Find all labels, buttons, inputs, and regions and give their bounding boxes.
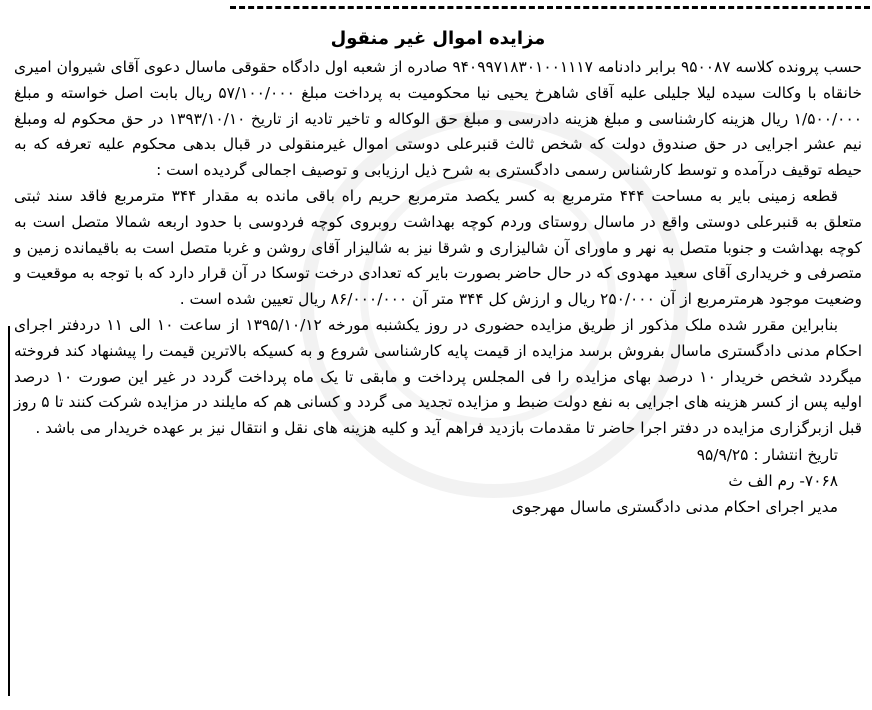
paragraph-case: حسب پرونده کلاسه ۹۵۰۰۸۷ برابر دادنامه ۹۴۰۹۹۷۱۸۳۰۱۰۰۱۱۱۷ صادره از شعبه اول دادگاه حقوقی ماسال دعوی آقای شیروان امیری خانقاه با وکالت سیده لیلا جلیلی علیه آقای شاهرخ یحیی نیا محکومیت به پرداخت مبلغ ۵۷/۱۰۰/۰۰۰ ریال بابت اصل خواسته و مبلغ ۱/۵۰۰/۰۰۰ ریال هزینه کارشناسی و مبلغ هزینه دادرسی و مبلغ حق الوکاله و تاخیر تادیه از تاریخ ۱۳۹۳/۱۰/۱۰ در حق محکوم له ومبلغ نیم عشر اجرایی در حق صندوق دولت که شخص ثالث قنبرعلی دوستی اموال غیرمنقولی در قبال بدهی محکوم علیه تعرفه که به حیطه توقیف درآمده و توسط کارشناس رسمی دادگستری به شرح ذیل ارزیابی و توصیف اجمالی گردیده است : xyxy=(14,58,862,180)
paragraph-property: قطعه زمینی بایر به مساحت ۴۴۴ مترمربع به کسر یکصد مترمربع حریم راه باقی مانده به مقدار ۳۴۴ مترمربع فاقد سند ثبتی متعلق به قنبرعلی دوستی واقع در ماسال روستای وردم کوچه بهداشت روبروی کوچه فردوسی با حدود اربعه شمالا متصل است به کوچه بهداشت و جنوبا متصل به نهر و ماورای آن شالیزاری و شرقا نیز به شالیزار آقای روشن و غربا متصل است به باقیمانده زمین و متصرفی و خریداری آقای سعید مهدوی که در حال حاضر بصورت بایر که تعدادی درخت توسکا در آن قرار دارد که با توجه به موقعیت و وضعیت موجود هرمترمربع از آن ۲۵۰/۰۰۰ ریال و ارزش کل ۳۴۴ متر آن ۸۶/۰۰۰/۰۰۰ ریال تعیین شده است . xyxy=(14,186,862,309)
notice-document xyxy=(14,28,862,520)
paragraph-auction: بنابراین مقرر شده ملک مذکور از طریق مزایده حضوری در روز یکشنبه مورخه ۱۳۹۵/۱۰/۱۲ از ساعت ۱۰ الی ۱۱ دردفتر اجرای احکام مدنی دادگستری ماسال بفروش برسد مزایده از قیمت پایه کارشناسی شروع و به کسیکه بالاترین قیمت را پیشنهاد کند فروخته میگردد شخص خریدار ۱۰ درصد بهای مزایده را فی المجلس پرداخت و مابقی تا یک ماه پرداخت گردد در غیر این صورت ۱۰ درصد اولیه پس از کسر هزینه های اجرایی به نفع دولت ضبط و مزایده تجدید می گردد و کسانی هم که مایلند در مزایده شرکت کنند تا ۵ روز قبل ازبرگزاری مزایده در دفتر اجرا حاضر تا مقدمات بازدید فراهم آید و کلیه هزینه های نقل و انتقال نیز بر عهده خریدار می باشد . xyxy=(14,315,862,438)
publish-date: تاریخ انتشار : ۹۵/۹/۲۵ xyxy=(696,445,838,464)
notice-title: مزایده اموال غیر منقول xyxy=(330,28,546,49)
left-column-rule xyxy=(8,326,10,696)
reference-number: ۷۰۶۸- رم الف ث xyxy=(728,471,838,490)
signature-line: مدیر اجرای احکام مدنی دادگستری ماسال مهرجوی xyxy=(511,497,838,516)
top-dashed-rule xyxy=(230,6,870,9)
